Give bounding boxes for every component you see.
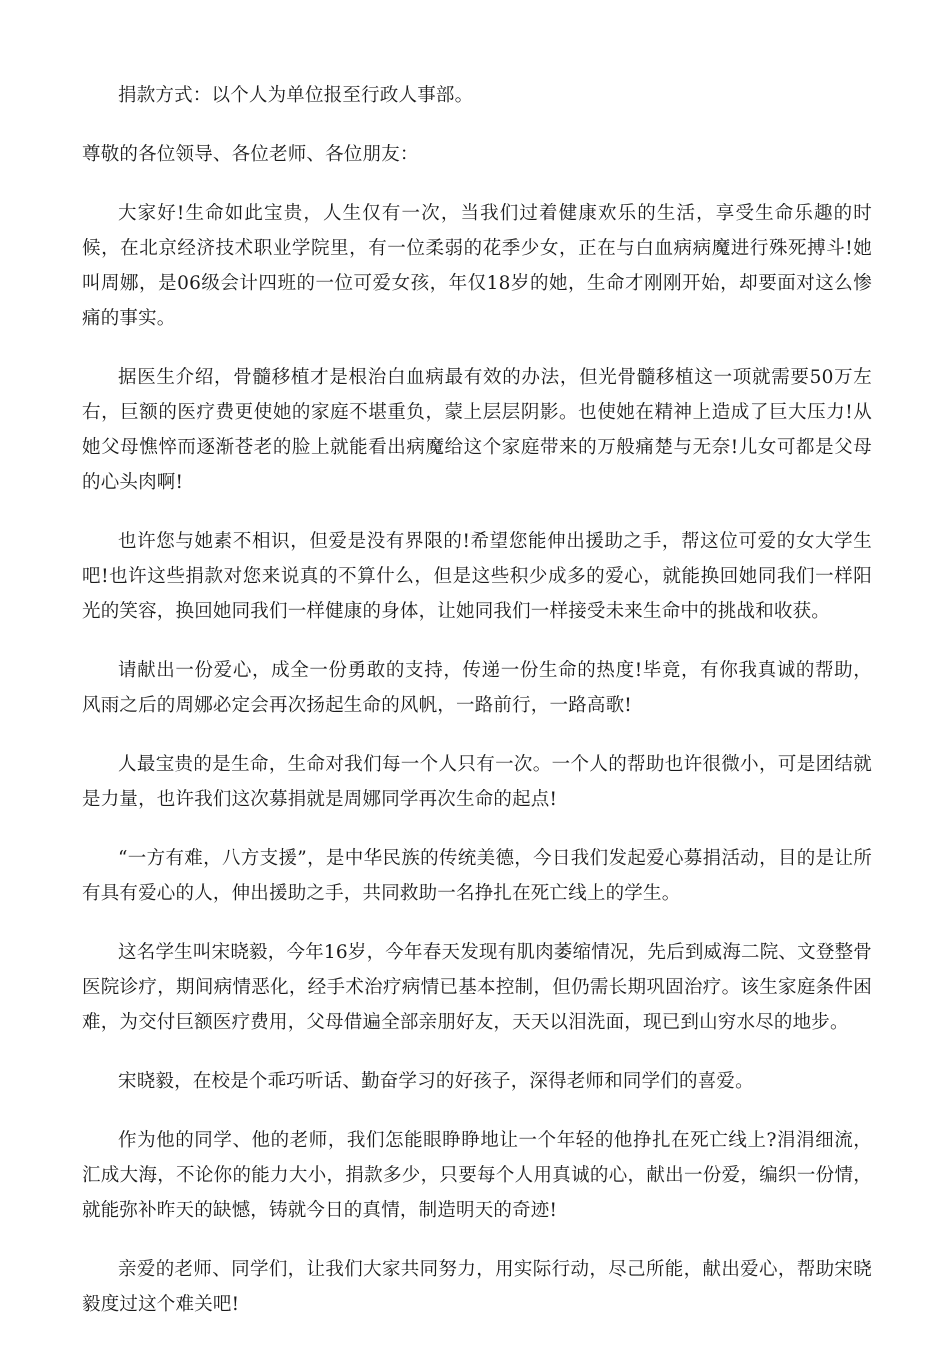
closing-paragraph: 亲爱的老师、同学们，让我们大家共同努力，用实际行动，尽己所能，献出爱心，帮助宋晓毅度过这个难关吧! <box>82 1259 872 1315</box>
body-paragraph: “一方有难，八方支援”，是中华民族的传统美德，今日我们发起爱心募捐活动，目的是让所有具有爱心的人，伸出援助之手，共同救助一名挣扎在死亡线上的学生。 <box>82 848 872 904</box>
donation-method-paragraph: 捐款方式：以个人为单位报至行政人事部。 <box>118 85 474 106</box>
body-paragraph: 据医生介绍，骨髓移植才是根治白血病最有效的办法，但光骨髓移植这一项就需要50万左右，巨额的医疗费更使她的家庭不堪重负，蒙上层层阴影。也使她在精神上造成了巨大压力!从她父母憔悴而逐渐苍老的脸上就能看出病魔给这个家庭带来的万般痛楚与无奈!儿女可都是父母的心头肉啊! <box>82 367 872 493</box>
body-paragraph: 大家好!生命如此宝贵，人生仅有一次，当我们过着健康欢乐的生活，享受生命乐趣的时候，在北京经济技术职业学院里，有一位柔弱的花季少女，正在与白血病病魔进行殊死搏斗!她叫周娜，是06级会计四班的一位可爱女孩，年仅18岁的她，生命才刚刚开始，却要面对这么惨痛的事实。 <box>82 203 872 329</box>
salutation: 尊敬的各位领导、各位老师、各位朋友： <box>82 144 419 165</box>
body-paragraph: 也许您与她素不相识，但爱是没有界限的!希望您能伸出援助之手，帮这位可爱的女大学生吧!也许这些捐款对您来说真的不算什么，但是这些积少成多的爱心，就能换回她同我们一样阳光的笑容，换回她同我们一样健康的身体，让她同我们一样接受未来生命中的挑战和收获。 <box>82 531 872 622</box>
document-body <box>82 78 872 1346</box>
body-paragraph: 宋晓毅，在校是个乖巧听话、勤奋学习的好孩子，深得老师和同学们的喜爱。 <box>118 1071 754 1092</box>
body-paragraph: 请献出一份爱心，成全一份勇敢的支持，传递一份生命的热度!毕竟，有你我真诚的帮助，风雨之后的周娜必定会再次扬起生命的风帆，一路前行，一路高歌! <box>82 660 872 716</box>
body-paragraph: 这名学生叫宋晓毅，今年16岁，今年春天发现有肌肉萎缩情况，先后到威海二院、文登整骨医院诊疗，期间病情恶化，经手术治疗病情已基本控制，但仍需长期巩固治疗。该生家庭条件困难，为交付巨额医疗费用，父母借遍全部亲朋好友，天天以泪洗面，现已到山穷水尽的地步。 <box>82 942 872 1033</box>
body-paragraph: 人最宝贵的是生命，生命对我们每一个人只有一次。一个人的帮助也许很微小，可是团结就是力量，也许我们这次募捐就是周娜同学再次生命的起点! <box>82 754 872 810</box>
body-paragraph: 作为他的同学、他的老师，我们怎能眼睁睁地让一个年轻的他挣扎在死亡线上?涓涓细流，汇成大海，不论你的能力大小，捐款多少，只要每个人用真诚的心，献出一份爱，编织一份情，就能弥补昨天的缺憾，铸就今日的真情，制造明天的奇迹! <box>82 1130 873 1221</box>
